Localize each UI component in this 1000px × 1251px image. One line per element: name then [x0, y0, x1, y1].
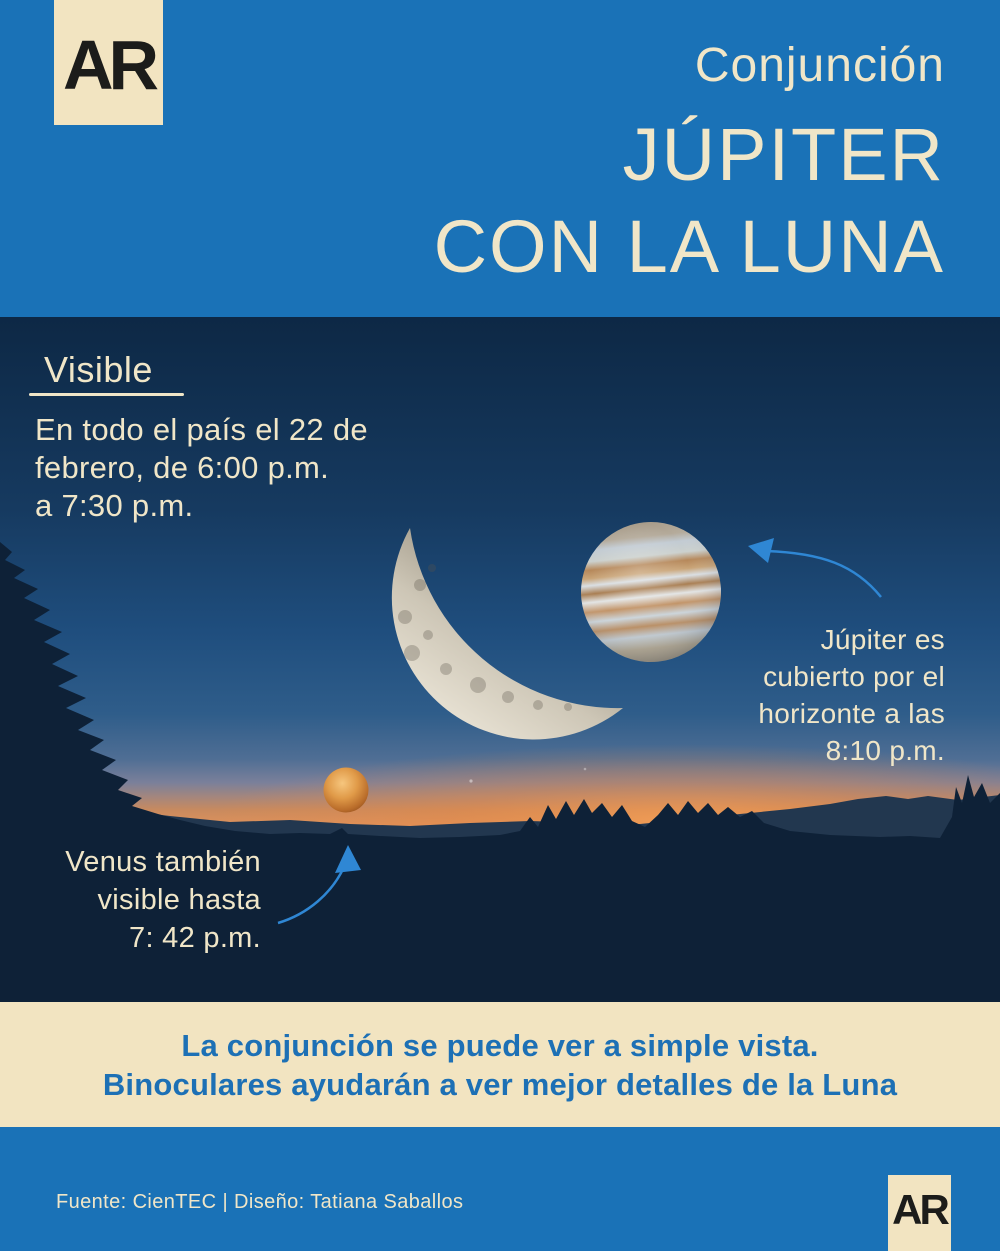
footer: [0, 1127, 1000, 1251]
venus-caption-line: visible hasta: [97, 884, 261, 916]
visibility-line: a 7:30 p.m.: [35, 488, 194, 523]
jupiter-caption-line: cubierto por el: [763, 661, 945, 692]
visibility-line: febrero, de 6:00 p.m.: [35, 450, 330, 485]
ar-logo-footer-text: AR: [892, 1186, 947, 1233]
jupiter-caption-line: Júpiter es: [820, 624, 945, 655]
banner-line: Binoculares ayudarán a ver mejor detalles de la Luna: [102, 1066, 898, 1102]
heading-underline: [29, 393, 184, 396]
venus-caption-line: Venus también: [65, 846, 261, 878]
ar-logo-text: AR: [62, 25, 155, 104]
jupiter-caption-line: horizonte a las: [758, 698, 945, 729]
planet-venus: [324, 768, 369, 813]
sky-scene: [0, 317, 1000, 1002]
header: [0, 0, 1000, 317]
star: [469, 779, 472, 782]
visibility-heading: Visible: [44, 349, 153, 390]
jupiter-caption-line: 8:10 p.m.: [825, 735, 945, 766]
title-line-1: JÚPITER: [622, 112, 945, 196]
title-block: [434, 40, 945, 293]
title-line-2: CON LA LUNA: [433, 204, 945, 288]
banner-line: La conjunción se puede ver a simple vista.: [181, 1027, 819, 1063]
ar-logo: [54, 0, 163, 125]
star: [584, 768, 587, 771]
venus-caption: [45, 843, 261, 957]
info-banner: [0, 1002, 1000, 1127]
visibility-text: [35, 411, 368, 525]
visibility-line: En todo el país el 22 de: [35, 412, 368, 447]
ar-logo-footer: [888, 1175, 951, 1251]
credits-text: Fuente: CienTEC | Diseño: Tatiana Saballos: [56, 1191, 464, 1213]
venus-caption-line: 7: 42 p.m.: [129, 922, 261, 954]
kicker: Conjunción: [694, 39, 945, 92]
jupiter-caption: [758, 621, 945, 769]
